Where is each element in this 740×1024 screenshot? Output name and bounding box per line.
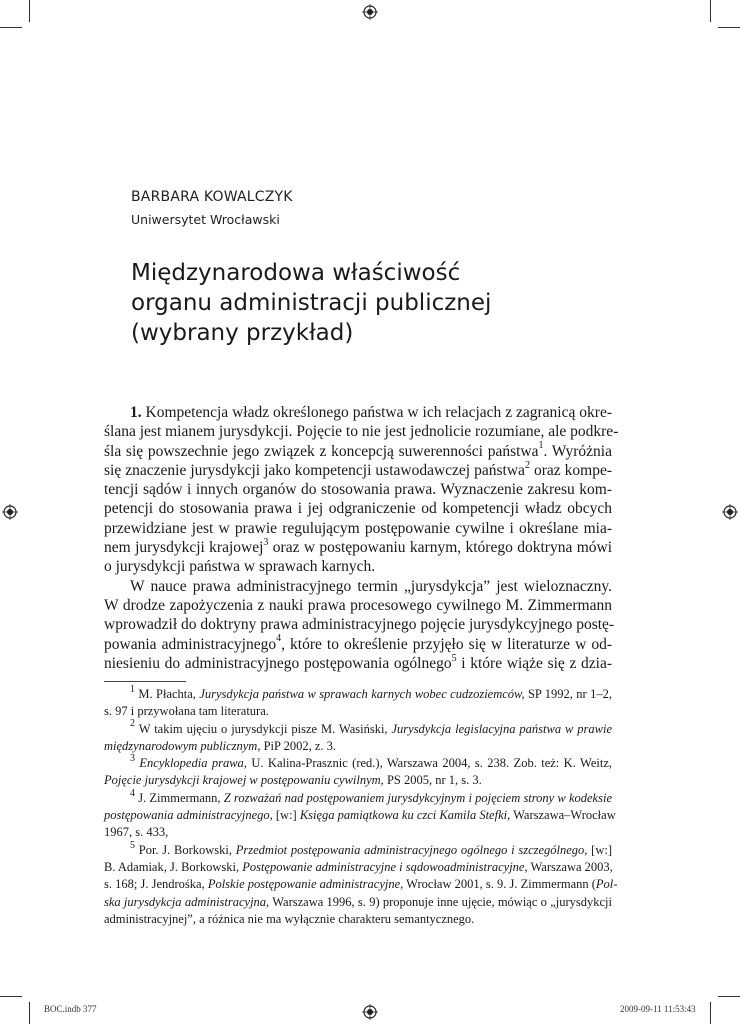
text-line: o jurysdykcji państwa w sprawach karnych. xyxy=(104,558,376,576)
crop-mark xyxy=(0,996,22,997)
footnotes xyxy=(104,683,618,928)
section-number: 1. xyxy=(130,404,142,421)
text-line: W nauce prawa administracyjnego termin „jurysdykcja” jest wieloznaczny. xyxy=(130,577,612,595)
crop-mark xyxy=(710,0,711,22)
footnote-line: B. Adamiak, J. Borkowski, Postępowanie administracyjne i sądowoadministracyjne, Warszawa 2003, xyxy=(104,859,613,874)
footnote-line: s. 168; J. Jendrośka, Polskie postępowanie administracyjne, Wrocław 2001, s. 9. J. Zimmermann (Pol- xyxy=(104,877,618,892)
footnote-ref[interactable]: 2 xyxy=(524,459,530,471)
paragraph-1 xyxy=(104,403,619,577)
text-line: się znaczenie jurysdykcji jako kompetencji ustawodawczej państwa$^2$ oraz kompe- xyxy=(104,459,612,479)
registration-mark-icon xyxy=(362,4,378,20)
footnote-4 xyxy=(104,787,616,842)
footnote-line: 1967, s. 433, xyxy=(104,825,169,840)
title-line: (wybrany przykład) xyxy=(131,320,354,346)
footnote-line: międzynarodowym publicznym, PiP 2002, z. 3. xyxy=(104,738,337,753)
author-affiliation: Uniwersytet Wrocławski xyxy=(131,212,280,227)
text-line: petencji do stosowania prawa i jej odgraniczenie od kompetencji władz obcych xyxy=(104,500,612,518)
paragraph-2 xyxy=(104,577,615,673)
footnote-line: $^1$ M. Płachta, Jurysdykcja państwa w sprawach karnych wobec cudzoziemców, SP 1992, nr 1–2, xyxy=(130,683,612,701)
footnote-ref[interactable]: 5 xyxy=(451,652,457,664)
crop-mark xyxy=(710,1002,711,1024)
footnote-line: $^2$ W takim ujęciu o jurysdykcji pisze M. Wasiński, Jurysdykcja legislacyjna państwa w prawie xyxy=(130,718,612,736)
print-slug-timestamp: 2009-09-11 11:53:43 xyxy=(620,1004,696,1014)
text-line: ślana jest mianem jurysdykcji. Pojęcie to nie jest jednolicie rozumiane, ale podkre- xyxy=(104,423,619,441)
footnote-5 xyxy=(104,839,618,928)
crop-mark xyxy=(718,27,740,28)
crop-mark xyxy=(29,1002,30,1024)
text-line: wprowadził do doktryny prawa administracyjnego pojęcie jurysdykcyjnego postę- xyxy=(104,616,615,634)
article-body xyxy=(104,403,619,673)
footnote-line: ska jurysdykcja administracyjna, Warszawa 1996, s. 9) proponuje inne ujęcie, mówiąc o „jurysdykcji xyxy=(104,894,612,909)
text-line: przewidziane jest w prawie regulującym postępowanie cywilne i określane mia- xyxy=(104,519,612,537)
article-title xyxy=(131,258,631,348)
footnote-line: s. 97 i przywołana tam literatura. xyxy=(104,704,269,719)
footnote-1 xyxy=(104,683,612,721)
footnote-line: $^4$ J. Zimmermann, Z rozważań nad postępowaniem jurysdykcyjnym i pojęciem strony w kodeksie xyxy=(130,787,612,805)
registration-mark-icon xyxy=(722,504,738,520)
footnote-ref[interactable]: 3 xyxy=(263,536,269,548)
text-line: nem jurysdykcji krajowej$^3$ oraz w postępowaniu karnym, którego doktryna mówi xyxy=(104,536,613,557)
crop-mark xyxy=(0,27,22,28)
footnote-3 xyxy=(104,755,612,790)
text-line: powania administracyjnego$^4$, które to określenie przyjęło się w literaturze w od- xyxy=(104,633,612,653)
registration-mark-icon xyxy=(362,1004,378,1020)
title-line: organu administracji publicznej xyxy=(131,290,492,316)
footnote-line: Pojęcie jurysdykcji krajowej w postępowaniu cywilnym, PS 2005, nr 1, s. 3. xyxy=(104,773,482,788)
footnote-line: $^5$ Por. J. Borkowski, Przedmiot postępowania administracyjnego ogólnego i szczególnego, [w:] xyxy=(130,839,613,857)
text-line: niesieniu do administracyjnego postępowania ogólnego$^5$ i które wiąże się z dzia- xyxy=(104,652,612,672)
crop-mark xyxy=(718,996,740,997)
text-line: W drodze zapożyczenia z nauki prawa procesowego cywilnego M. Zimmermann xyxy=(104,596,612,614)
author-name: BARBARA KOWALCZYK xyxy=(131,189,293,205)
text-line: śla się powszechnie jego związek z koncepcją suwerenności państwa$^1$. Wyróżnia xyxy=(104,440,612,460)
footnote-divider xyxy=(104,681,186,682)
footnote-line: $^3$ Encyklopedia prawa, U. Kalina-Prasznic (red.), Warszawa 2004, s. 238. Zob. też: K. Weitz, xyxy=(130,753,612,771)
text-line: 1. Kompetencja władz określonego państwa w ich relacjach z zagranicą okre- xyxy=(130,404,612,421)
crop-mark xyxy=(29,0,30,22)
title-line: Międzynarodowa właściwość xyxy=(131,260,461,286)
footnote-line: administracyjnej”, a różnica nie ma wyłącznie charakteru semantycznego. xyxy=(104,911,475,926)
footnote-ref[interactable]: 1 xyxy=(538,440,544,452)
footnote-ref[interactable]: 4 xyxy=(276,633,282,645)
footnote-line: postępowania administracyjnego, [w:] Księga pamiątkowa ku czci Kamila Stefki, Warszawa–Wrocław xyxy=(104,808,616,823)
text-line: tencji sądów i innych organów do stosowania prawa. Wyznaczenie zakresu kom- xyxy=(104,481,612,499)
print-slug-file: BOC.indb 377 xyxy=(44,1004,97,1014)
footnote-2 xyxy=(104,718,612,756)
registration-mark-icon xyxy=(2,504,18,520)
